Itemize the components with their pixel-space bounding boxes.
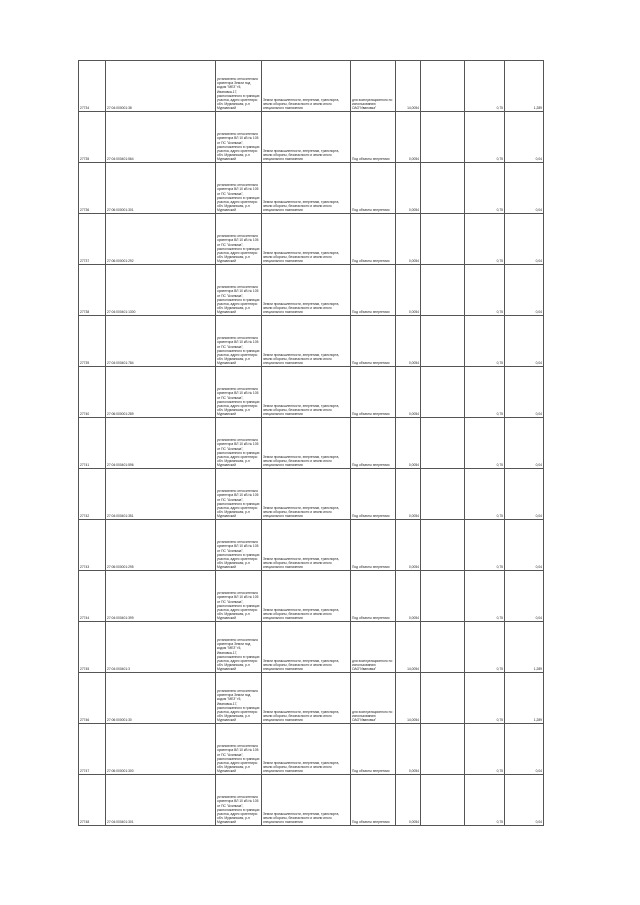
empty-cell — [421, 571, 465, 622]
table-row — [79, 214, 544, 265]
rate-cell: 0,75 — [465, 673, 505, 724]
table-row — [79, 418, 544, 469]
sum-cell: 0,04 — [505, 724, 544, 775]
permitted-use-cell: Под объекты энергетики — [351, 316, 396, 367]
table-row — [79, 61, 544, 112]
land-category-cell: Земли промышленности, энергетики, транспорта, земли обороны, безопасности и земли иного специального назначения — [262, 112, 351, 163]
sum-cell: 0,04 — [505, 520, 544, 571]
sum-cell: 0,04 — [505, 418, 544, 469]
record-number-cell: 27735 — [79, 112, 106, 163]
area-cell: 0,0054 — [396, 316, 421, 367]
area-cell: 0,0054 — [396, 214, 421, 265]
table-row — [79, 469, 544, 520]
rate-cell: 0,75 — [465, 265, 505, 316]
sum-cell: 0,04 — [505, 265, 544, 316]
land-category-cell: Земли промышленности, энергетики, транспорта, земли обороны, безопасности и земли иного специального назначения — [262, 418, 351, 469]
cadastral-number-cell: 27:04:000401:399 — [106, 571, 216, 622]
table-row — [79, 622, 544, 673]
land-category-cell: Земли промышленности, энергетики, транспорта, земли обороны, безопасности и земли иного специального назначения — [262, 367, 351, 418]
area-cell: 14,0054 — [396, 622, 421, 673]
table-row — [79, 265, 544, 316]
empty-cell — [421, 316, 465, 367]
permitted-use-cell: Под объекты энергетики — [351, 214, 396, 265]
permitted-use-cell: Под объекты энергетики — [351, 571, 396, 622]
empty-cell — [421, 469, 465, 520]
rate-cell: 0,75 — [465, 775, 505, 826]
cadastral-number-cell: 27:04:000401:1300 — [106, 265, 216, 316]
rate-cell: 0,75 — [465, 367, 505, 418]
land-category-cell: Земли промышленности, энергетики, транспорта, земли обороны, безопасности и земли иного специального назначения — [262, 61, 351, 112]
record-number-cell: 27738 — [79, 265, 106, 316]
record-number-cell: 27734 — [79, 61, 106, 112]
table-row — [79, 775, 544, 826]
permitted-use-cell: для эксплуатационного по использованию ОАО"Ивановка" — [351, 61, 396, 112]
area-cell: 0,0054 — [396, 112, 421, 163]
record-number-cell: 27743 — [79, 520, 106, 571]
area-cell: 0,0054 — [396, 724, 421, 775]
permitted-use-cell: Под объекты энергетики — [351, 520, 396, 571]
location-description-cell: установлено относительно ориентира Земли под кодом "МЕЗ" г5, Ивановка-17, расположенного в границах участка, адрес ориентира: обл. Мурманская, р-н Мурманский — [216, 673, 262, 724]
record-number-cell: 27748 — [79, 775, 106, 826]
permitted-use-cell: Под объекты энергетики — [351, 775, 396, 826]
sum-cell: 0,04 — [505, 214, 544, 265]
cadastral-number-cell: 27:06:000001:292 — [106, 214, 216, 265]
table-row — [79, 520, 544, 571]
permitted-use-cell: Под объекты энергетики — [351, 724, 396, 775]
permitted-use-cell: Под объекты энергетики — [351, 469, 396, 520]
empty-cell — [421, 367, 465, 418]
empty-cell — [421, 673, 465, 724]
sum-cell: 0,04 — [505, 163, 544, 214]
location-description-cell: установлено относительно ориентира ВЛ 10 кВ № 105 от ПС "Ахиньма", расположенного в границах участка, адрес ориентира: обл. Мурманская, р-н Мурманский — [216, 214, 262, 265]
location-description-cell: установлено относительно ориентира ВЛ 10 кВ № 105 от ПС "Ахиньма", расположенного в границах участка, адрес ориентира: обл. Мурманская, р-н Мурманский — [216, 163, 262, 214]
area-cell: 0,0054 — [396, 775, 421, 826]
sum-cell: 0,04 — [505, 112, 544, 163]
sum-cell: 0,04 — [505, 571, 544, 622]
table-row — [79, 112, 544, 163]
table-row — [79, 724, 544, 775]
location-description-cell: установлено относительно ориентира ВЛ 10 кВ № 105 от ПС "Ахиньма", расположенного в границах участка, адрес ориентира: обл. Мурманская, р-н Мурманский — [216, 418, 262, 469]
empty-cell — [421, 775, 465, 826]
table-row — [79, 316, 544, 367]
rate-cell: 0,75 — [465, 214, 505, 265]
area-cell: 0,0054 — [396, 367, 421, 418]
sum-cell: 1,289 — [505, 61, 544, 112]
land-category-cell: Земли промышленности, энергетики, транспорта, земли обороны, безопасности и земли иного специального назначения — [262, 316, 351, 367]
area-cell: 0,0054 — [396, 520, 421, 571]
cadastral-number-cell: 27:06:000001:289 — [106, 367, 216, 418]
table-row — [79, 163, 544, 214]
record-number-cell: 27746 — [79, 673, 106, 724]
cadastral-number-cell: 27:04:000401:784 — [106, 316, 216, 367]
land-category-cell: Земли промышленности, энергетики, транспорта, земли обороны, безопасности и земли иного специального назначения — [262, 622, 351, 673]
empty-cell — [421, 418, 465, 469]
sum-cell: 1,289 — [505, 622, 544, 673]
empty-cell — [421, 724, 465, 775]
table-row — [79, 367, 544, 418]
empty-cell — [421, 112, 465, 163]
location-description-cell: установлено относительно ориентира ВЛ 10 кВ № 105 от ПС "Ахиньма", расположенного в границах участка, адрес ориентира: обл. Мурманская, р-н Мурманский — [216, 367, 262, 418]
location-description-cell: установлено относительно ориентира ВЛ 10 кВ № 105 от ПС "Ахиньма", расположенного в границах участка, адрес ориентира: обл. Мурманская, р-н Мурманский — [216, 724, 262, 775]
cadastral-number-cell: 27:04:000401:596 — [106, 418, 216, 469]
land-category-cell: Земли промышленности, энергетики, транспорта, земли обороны, безопасности и земли иного специального назначения — [262, 673, 351, 724]
sum-cell: 0,04 — [505, 367, 544, 418]
table-body — [79, 61, 544, 826]
location-description-cell: установлено относительно ориентира ВЛ 10 кВ № 105 от ПС "Ахиньма", расположенного в границах участка, адрес ориентира: обл. Мурманская, р-н Мурманский — [216, 265, 262, 316]
cadastral-number-cell: 27:04:000401:301 — [106, 775, 216, 826]
permitted-use-cell: Под объекты энергетики — [351, 112, 396, 163]
land-plots-table — [78, 60, 544, 826]
area-cell: 0,0054 — [396, 265, 421, 316]
cadastral-number-cell: 27:06:000001:30 — [106, 673, 216, 724]
location-description-cell: установлено относительно ориентира ВЛ 10 кВ № 105 от ПС "Ахиньма", расположенного в границах участка, адрес ориентира: обл. Мурманская, р-н Мурманский — [216, 571, 262, 622]
area-cell: 14,0054 — [396, 61, 421, 112]
area-cell: 0,0054 — [396, 163, 421, 214]
rate-cell: 0,75 — [465, 622, 505, 673]
location-description-cell: установлено относительно ориентира ВЛ 10 кВ № 105 от ПС "Ахиньма", расположенного в границах участка, адрес ориентира: обл. Мурманская, р-н Мурманский — [216, 775, 262, 826]
cadastral-number-cell: 27:04:000001:38 — [106, 61, 216, 112]
cadastral-number-cell: 27:04:000401:351 — [106, 469, 216, 520]
cadastral-number-cell: 27:06:000001:295 — [106, 520, 216, 571]
table-row — [79, 673, 544, 724]
rate-cell: 0,75 — [465, 469, 505, 520]
empty-cell — [421, 214, 465, 265]
table-row — [79, 571, 544, 622]
record-number-cell: 27739 — [79, 316, 106, 367]
empty-cell — [421, 163, 465, 214]
land-category-cell: Земли промышленности, энергетики, транспорта, земли обороны, безопасности и земли иного специального назначения — [262, 571, 351, 622]
sum-cell: 0,04 — [505, 316, 544, 367]
rate-cell: 0,75 — [465, 571, 505, 622]
rate-cell: 0,75 — [465, 316, 505, 367]
record-number-cell: 27747 — [79, 724, 106, 775]
land-category-cell: Земли промышленности, энергетики, транспорта, земли обороны, безопасности и земли иного специального назначения — [262, 520, 351, 571]
area-cell: 0,0054 — [396, 571, 421, 622]
sum-cell: 0,04 — [505, 469, 544, 520]
record-number-cell: 27736 — [79, 163, 106, 214]
rate-cell: 0,75 — [465, 418, 505, 469]
location-description-cell: установлено относительно ориентира ВЛ 10 кВ № 105 от ПС "Ахиньма", расположенного в границах участка, адрес ориентира: обл. Мурманская, р-н Мурманский — [216, 112, 262, 163]
location-description-cell: установлено относительно ориентира ВЛ 10 кВ № 105 от ПС "Ахиньма", расположенного в границах участка, адрес ориентира: обл. Мурманская, р-н Мурманский — [216, 316, 262, 367]
location-description-cell: установлено относительно ориентира Земли под кодом "МЕЗ" г5, Ивановка-17, расположенного в границах участка, адрес ориентира: обл. Мурманская, р-н Мурманский — [216, 61, 262, 112]
empty-cell — [421, 520, 465, 571]
empty-cell — [421, 622, 465, 673]
land-category-cell: Земли промышленности, энергетики, транспорта, земли обороны, безопасности и земли иного специального назначения — [262, 775, 351, 826]
empty-cell — [421, 265, 465, 316]
location-description-cell: установлено относительно ориентира ВЛ 10 кВ № 105 от ПС "Ахиньма", расположенного в границах участка, адрес ориентира: обл. Мурманская, р-н Мурманский — [216, 469, 262, 520]
land-category-cell: Земли промышленности, энергетики, транспорта, земли обороны, безопасности и земли иного специального назначения — [262, 214, 351, 265]
sum-cell: 1,289 — [505, 673, 544, 724]
cadastral-number-cell: 27:06:000001:301 — [106, 163, 216, 214]
empty-cell — [421, 61, 465, 112]
record-number-cell: 27741 — [79, 418, 106, 469]
rate-cell: 0,75 — [465, 112, 505, 163]
record-number-cell: 27742 — [79, 469, 106, 520]
cadastral-number-cell: 27:04:000401:564 — [106, 112, 216, 163]
record-number-cell: 27744 — [79, 571, 106, 622]
permitted-use-cell: Под объекты энергетики — [351, 367, 396, 418]
record-number-cell: 27737 — [79, 214, 106, 265]
location-description-cell: установлено относительно ориентира Земли под кодом "МЕЗ" г5, Ивановка-17, расположенного в границах участка, адрес ориентира: обл. Мурманская, р-н Мурманский — [216, 622, 262, 673]
rate-cell: 0,75 — [465, 61, 505, 112]
permitted-use-cell: Под объекты энергетики — [351, 418, 396, 469]
land-category-cell: Земли промышленности, энергетики, транспорта, земли обороны, безопасности и земли иного специального назначения — [262, 163, 351, 214]
permitted-use-cell: для эксплуатационного по использованию ОАО"Ивановка" — [351, 673, 396, 724]
land-category-cell: Земли промышленности, энергетики, транспорта, земли обороны, безопасности и земли иного специального назначения — [262, 265, 351, 316]
rate-cell: 0,75 — [465, 520, 505, 571]
area-cell: 0,0054 — [396, 469, 421, 520]
record-number-cell: 27740 — [79, 367, 106, 418]
land-category-cell: Земли промышленности, энергетики, транспорта, земли обороны, безопасности и земли иного специального назначения — [262, 469, 351, 520]
sum-cell: 0,04 — [505, 775, 544, 826]
cadastral-number-cell: 27:06:000001:300 — [106, 724, 216, 775]
permitted-use-cell: для эксплуатационного по использованию ОАО"Ивановка" — [351, 622, 396, 673]
cadastral-number-cell: 27:04:000401:3 — [106, 622, 216, 673]
area-cell: 14,0054 — [396, 673, 421, 724]
area-cell: 0,0054 — [396, 418, 421, 469]
rate-cell: 0,75 — [465, 163, 505, 214]
land-category-cell: Земли промышленности, энергетики, транспорта, земли обороны, безопасности и земли иного специального назначения — [262, 724, 351, 775]
permitted-use-cell: Под объекты энергетики — [351, 265, 396, 316]
record-number-cell: 27745 — [79, 622, 106, 673]
permitted-use-cell: Под объекты энергетики — [351, 163, 396, 214]
location-description-cell: установлено относительно ориентира ВЛ 10 кВ № 105 от ПС "Ахиньма", расположенного в границах участка, адрес ориентира: обл. Мурманская, р-н Мурманский — [216, 520, 262, 571]
rate-cell: 0,75 — [465, 724, 505, 775]
